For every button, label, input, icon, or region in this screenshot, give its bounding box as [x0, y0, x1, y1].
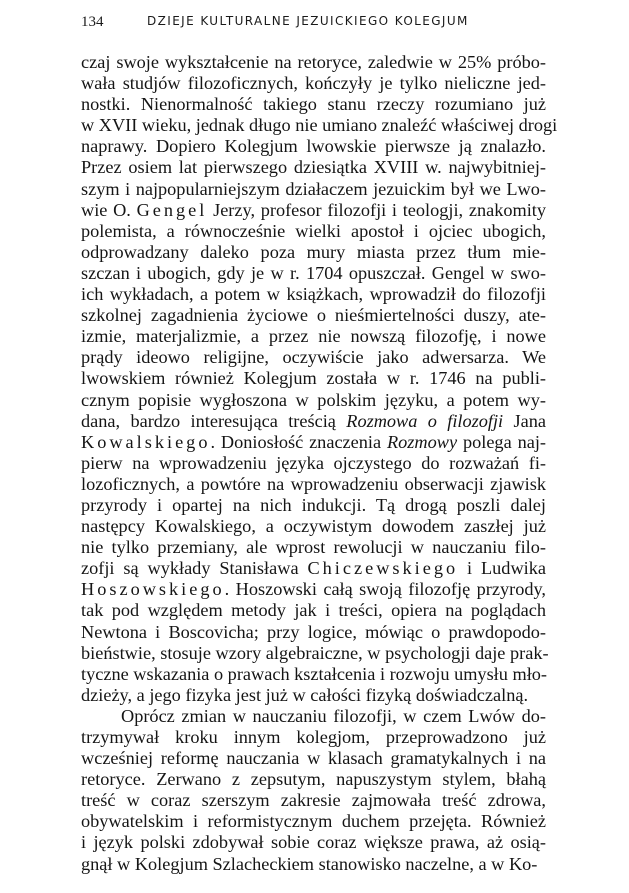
text-segment: polega naj- [457, 431, 546, 452]
text-segment: cznym popisie wygłoszona w polskim języku, a potem wy- [81, 389, 546, 410]
text-segment: i język polski zdobywał sobie coraz większe prawa, aż osią- [81, 832, 546, 853]
text-segment: odprowadzany daleko poza mury miasta przez tłum mie- [81, 241, 546, 262]
text-segment: szczan i ubogich, gdy je w r. 1704 opuszczał. Gengel w swo- [81, 262, 546, 283]
text-line [81, 136, 546, 157]
text-line [81, 305, 546, 326]
text-segment: Oprócz zmian w nauczaniu filozofji, w czem Lwów do- [121, 705, 546, 726]
text-segment: wała studjów filozoficznych, kończyły je tylko nieliczne jed- [81, 73, 546, 94]
text-line [81, 221, 546, 242]
text-line [81, 474, 546, 495]
text-line [81, 453, 546, 474]
text-segment: prądy ideowo religijne, oczywiście jako adwersarza. We [81, 347, 546, 368]
text-line [81, 94, 546, 115]
text-segment: nie tylko przemiany, ale wprost rewolucji w nauczaniu filo- [81, 537, 546, 558]
text-line [81, 115, 558, 136]
text-line [81, 73, 546, 94]
text-segment: . Hoszowski całą swoją filozofję przyrody, [224, 579, 546, 600]
text-segment: ich wykładach, a potem w książkach, wprowadził do filozofji [81, 284, 546, 305]
text-line [81, 769, 546, 790]
text-segment: szym i najpopularniejszym działaczem jezuickim był we Lwo- [81, 178, 546, 199]
text-line [81, 495, 546, 516]
text-line [81, 263, 546, 284]
text-segment: Przez osiem lat pierwszego dziesiątka XVIII w. najwybitniej- [81, 157, 546, 178]
text-segment: gnął w Kolegjum Szlacheckiem stanowisko naczelne, a w Ko- [81, 853, 538, 874]
text-segment: Jana [503, 410, 546, 431]
text-segment: retoryce. Zerwano z zepsutym, napuszystym stylem, błahą [81, 769, 546, 790]
text-line [81, 748, 546, 769]
page-header [81, 8, 551, 36]
body-text [81, 52, 558, 875]
text-line [81, 579, 546, 600]
text-segment: obywatelskim i reformistycznym duchem przejęta. Również [81, 811, 546, 832]
text-segment: naprawy. Dopiero Kolegjum lwowskie pierwsze ją znalazło. [81, 136, 546, 157]
spaced-name: Chiczewskiego [307, 558, 459, 579]
text-line [81, 411, 546, 432]
text-segment: polemista, a równocześnie wielki apostoł i ojciec ubogich, [81, 220, 546, 241]
text-line [81, 811, 546, 832]
text-segment: następcy Kowalskiego, a oczywistym dowodem zaszłej już [81, 516, 546, 537]
text-segment: tak pod względem metody jak i treści, opiera na poglądach [81, 600, 546, 621]
text-segment: lozoficznych, a powtóre na wprowadzeniu obserwacji zjawisk [81, 473, 546, 494]
spaced-name: Kowalskiego [81, 431, 211, 452]
text-line [81, 179, 546, 200]
text-line [81, 432, 546, 453]
text-line [81, 558, 546, 579]
text-line [81, 790, 546, 811]
running-title: DZIEJE KULTURALNE JEZUICKIEGO KOLEGJUM [147, 14, 469, 28]
text-segment: wie O. [81, 199, 137, 220]
text-segment: trzymywał kroku innym kolegjom, przeprowadzono już [81, 727, 546, 747]
text-segment: zofji są wykłady Stanisława [81, 558, 308, 579]
text-segment: dana, bardzo interesująca treścią [81, 410, 347, 431]
text-line [81, 706, 546, 727]
text-line [81, 516, 546, 537]
text-line [81, 284, 546, 305]
text-line [81, 642, 549, 664]
text-segment: lwowskiem również Kolegjum została w r. 1746 na publi- [81, 368, 546, 389]
text-segment: Jerzy, profesor filozofji i teologji, znakomity [207, 199, 546, 220]
text-line [81, 685, 546, 706]
text-segment: w XVII wieku, jednak długo nie umiano znaleźć właściwej drogi [81, 115, 558, 136]
text-line [81, 326, 546, 347]
page-number: 134 [81, 14, 104, 30]
text-segment: izmie, materjalizmie, a przez nie nowszą filozofję, i nowe [81, 326, 546, 347]
text-segment: pierw na wprowadzeniu języka ojczystego do rozważań fi- [81, 452, 546, 473]
text-line [81, 52, 546, 73]
text-segment: nostki. Nienormalność takiego stanu rzeczy rozumiano już [81, 94, 546, 115]
text-line [81, 727, 546, 748]
text-segment: dzieży, a jego fizyka jest już w całości fizyką doświadczalną. [81, 684, 529, 705]
text-line [81, 664, 546, 685]
text-line [81, 854, 546, 875]
spaced-name: Hoszowskiego [81, 579, 225, 600]
text-segment: tyczne wskazania o prawach kształcenia i rozwoju umysłu mło- [81, 663, 548, 684]
text-line [81, 368, 546, 389]
text-segment: czaj swoje wykształcenie na retoryce, zaledwie w 25% próbo- [81, 52, 546, 72]
text-line [81, 157, 546, 178]
text-segment: wcześniej reformę nauczania w klasach gramatykalnych i na [81, 748, 546, 769]
text-segment: Newtona i Boscovicha; przy logice, mówiąc o prawdopodo- [81, 621, 546, 642]
text-line [81, 347, 546, 368]
spaced-name: Gengel [136, 199, 208, 220]
text-line [81, 200, 546, 221]
text-segment: treść w coraz szerszym zakresie zajmowała treść zdrowa, [81, 790, 546, 811]
text-segment: przyrody i opartej na nich indukcji. Tą drogą poszli dalej [81, 494, 546, 515]
text-line [81, 537, 546, 558]
text-line [81, 622, 546, 643]
text-segment: i Ludwika [458, 558, 546, 579]
text-segment: bieństwie, stosuje wzory algebraiczne, w psychologji daje prak- [81, 642, 549, 663]
text-segment: . Doniosłość znaczenia [210, 431, 387, 452]
text-line [81, 390, 546, 411]
italic-title: Rozmowy [387, 431, 458, 452]
italic-title: Rozmowa o filozofji [346, 410, 504, 431]
text-line [81, 242, 546, 263]
text-segment: szkolnej zagadnienia życiowe o nieśmiertelności duszy, ate- [81, 305, 546, 326]
text-line [81, 832, 546, 853]
text-line [81, 600, 546, 621]
